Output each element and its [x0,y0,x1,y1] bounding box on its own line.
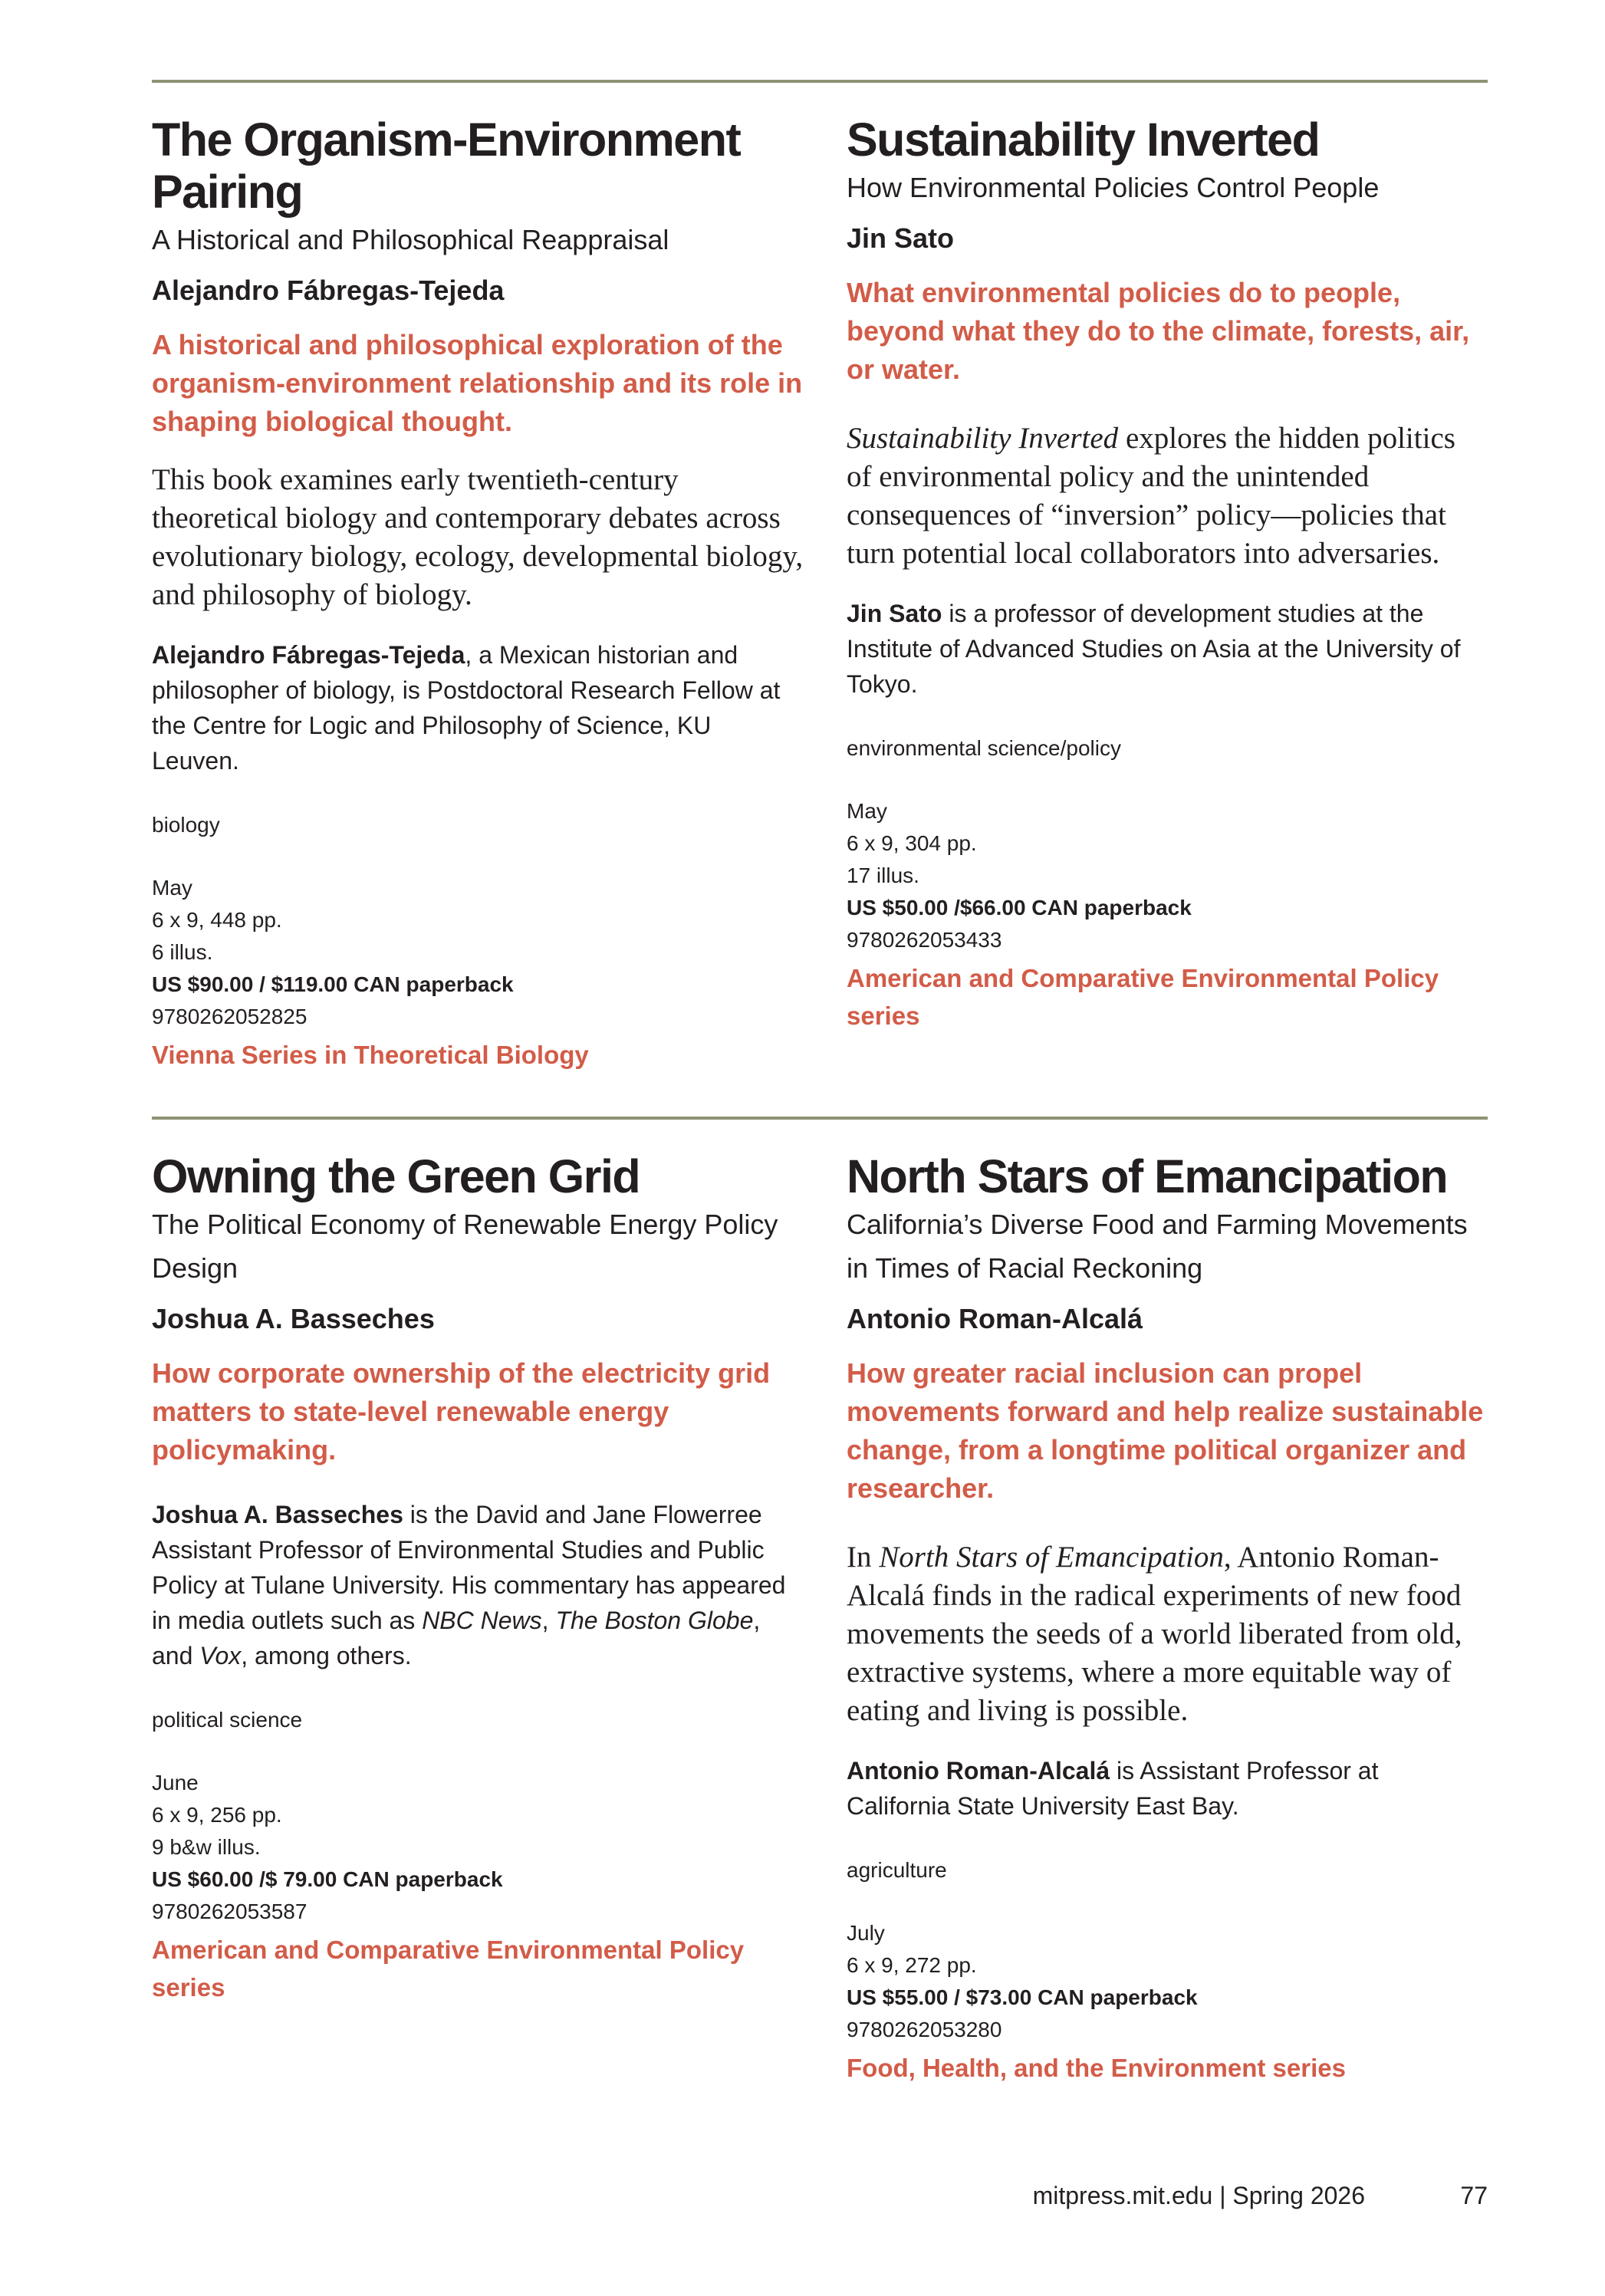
book-entry-north-stars [847,1150,1488,2087]
book-subtitle: California’s Diverse Food and Farming Movements in Times of Racial Reckoning [847,1209,1468,1284]
book-author: Alejandro Fábregas-Tejeda [152,275,505,306]
bio-author-name: Antonio Roman-Alcalá [847,1757,1110,1784]
book-subtitle: The Political Economy of Renewable Energy Policy Design [152,1209,778,1284]
book-description [847,419,1488,573]
bio-outlet-nbc: NBC News [422,1607,542,1634]
trim-pages: 6 x 9, 256 pp. [152,1803,282,1827]
book-author: Jin Sato [847,222,955,254]
bio-outlet-vox: Vox [199,1642,242,1669]
book-pitch: What environmental policies do to people, beyond what they do to the climate, forests, air, or water. [847,277,1470,385]
trim-pages: 6 x 9, 304 pp. [847,831,977,855]
bio-text: , a Mexican historian and philosopher of biology, is Postdoctoral Research Fellow at the Centre for Logic and Philosophy of Science, KU Leuven. [152,641,781,775]
description-text: , Antonio Roman-Alcalá finds in the radical experiments of new food movements the seeds of a world liberated from old, extractive systems, where a more equitable way of eating and living is possible. [847,1541,1462,1727]
book-entry-owning-green-grid [152,1150,804,2006]
bio-text: is the David and Jane Flowerree Assistant Professor of Environmental Studies and Public Policy at Tulane University. His commentary has appeared in media outlets such as [152,1501,786,1634]
author-bio [152,637,804,778]
book-series: Food, Health, and the Environment series [847,2054,1346,2082]
book-series: American and Comparative Environmental Policy series [152,1936,745,2002]
book-category: political science [152,1708,303,1732]
bio-author-name: Joshua A. Basseches [152,1501,403,1528]
bio-text: is Assistant Professor at California State University East Bay. [847,1757,1379,1820]
bio-separator: , and [152,1607,761,1669]
pub-month: May [847,799,887,823]
footer-site-season: mitpress.mit.edu | Spring 2026 [1032,2182,1365,2209]
price: US $60.00 /$ 79.00 CAN paperback [152,1867,503,1891]
pub-month: May [152,876,192,900]
book-pitch: How greater racial inclusion can propel movements forward and help realize sustainable change, from a longtime political organizer and researcher. [847,1357,1484,1504]
book-description: This book examines early twentieth-century theoretical biology and contemporary debates across evolutionary biology, ecology, developmental biology, and philosophy of biology. [152,463,804,611]
book-title: North Stars of Emancipation [847,1150,1448,1202]
pub-month: July [847,1921,885,1945]
illustrations: 6 illus. [152,940,213,964]
author-bio [152,1497,804,1673]
page-footer [920,2176,1488,2215]
book-title: Sustainability Inverted [847,113,1320,166]
book-title: The Organism-Environment Pairing [152,113,741,218]
bio-separator: , [541,1607,556,1634]
description-title-italic: Sustainability Inverted [847,422,1119,455]
illustrations: 17 illus. [847,863,919,887]
book-subtitle: How Environmental Policies Control People [847,172,1380,203]
isbn: 9780262052825 [152,1005,308,1028]
isbn: 9780262053433 [847,928,1002,952]
isbn: 9780262053280 [847,2018,1002,2041]
book-series: Vienna Series in Theoretical Biology [152,1041,589,1069]
price: US $50.00 /$66.00 CAN paperback [847,896,1192,919]
bio-end: , among others. [241,1642,412,1669]
book-title: Owning the Green Grid [152,1150,640,1202]
author-bio [847,1753,1488,1824]
isbn: 9780262053587 [152,1900,308,1923]
book-entry-sustainability-inverted [847,113,1488,1035]
illustrations: 9 b&w illus. [152,1835,261,1859]
book-pitch: A historical and philosophical exploration of the organism-environment relationship and its role in shaping biological thought. [152,329,803,437]
bio-author-name: Jin Sato [847,600,942,627]
description-title-italic: North Stars of Emancipation [879,1541,1224,1574]
description-lead: In [847,1541,880,1574]
price: US $55.00 / $73.00 CAN paperback [847,1985,1198,2009]
trim-pages: 6 x 9, 272 pp. [847,1953,977,1977]
bio-text: is a professor of development studies at the Institute of Advanced Studies on Asia at the University of Tokyo. [847,600,1461,698]
book-category: agriculture [847,1858,947,1882]
trim-pages: 6 x 9, 448 pp. [152,908,282,932]
description-text: explores the hidden politics of environmental policy and the unintended consequences of “inversion” policy—policies that turn potential local collaborators into adversaries. [847,422,1455,570]
book-description [847,1538,1488,1730]
book-author: Joshua A. Basseches [152,1303,435,1334]
book-category: biology [152,813,220,837]
middle-divider [152,1117,1488,1120]
book-entry-organism-environment [152,113,804,1074]
price: US $90.00 / $119.00 CAN paperback [152,972,514,996]
book-pitch: How corporate ownership of the electricity grid matters to state-level renewable energy policymaking. [152,1357,771,1465]
pub-month: June [152,1771,199,1794]
author-bio [847,596,1488,702]
book-subtitle: A Historical and Philosophical Reappraisal [152,224,669,255]
top-divider [152,80,1488,83]
bio-author-name: Alejandro Fábregas-Tejeda [152,641,465,669]
book-category: environmental science/policy [847,736,1121,760]
book-author: Antonio Roman-Alcalá [847,1303,1143,1334]
page-number: 77 [1460,2182,1488,2209]
bio-outlet-boston-globe: The Boston Globe [555,1607,754,1634]
book-series: American and Comparative Environmental Policy series [847,964,1439,1030]
